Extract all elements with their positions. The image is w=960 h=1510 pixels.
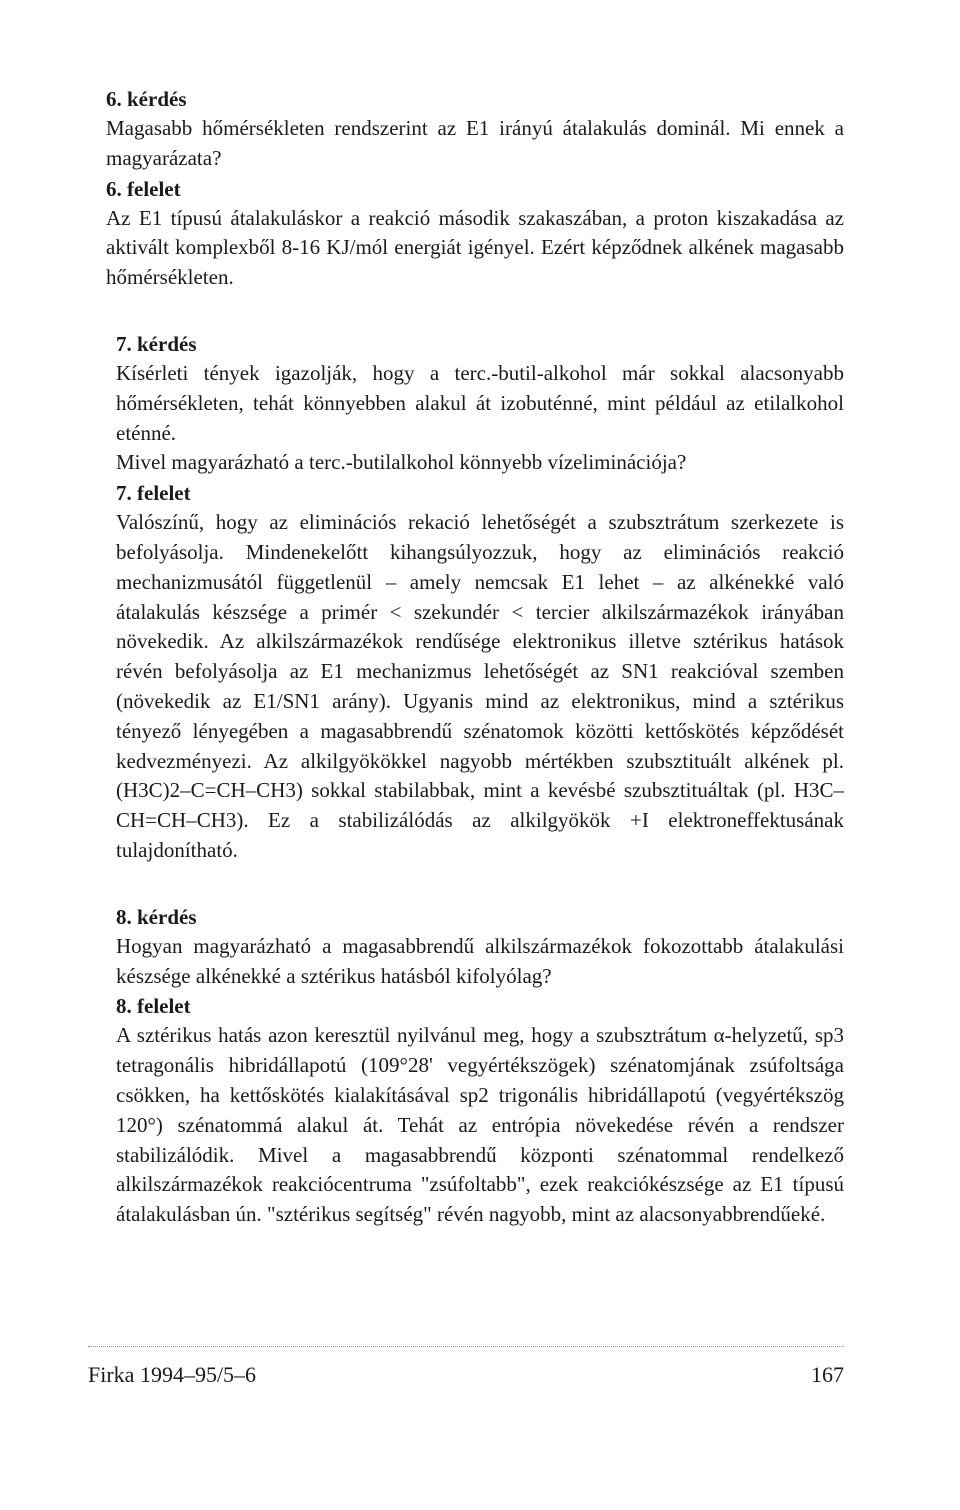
question-heading: 8. kérdés xyxy=(116,904,197,929)
footer-divider xyxy=(88,1346,844,1347)
section-8 xyxy=(88,902,844,1230)
text-column xyxy=(88,84,844,1266)
question-text: Magasabb hőmérsékleten rendszerint az E1 irányú átalakulás dominál. Mi ennek a magyarázata? xyxy=(106,116,844,170)
answer-text: Valószínű, hogy az eliminációs rekació lehetőségét a szubsztrátum szerkezete is befolyásolja. Mindenekelőtt kihangsúlyozzuk, hogy az eliminációs reakció mechanizmusától függetlenül – amely nemcsak E1 lehet – az alkénekké való átalakulás készsége a primér < szekundér < tercier alkilszármazékok irányában növekedik. Az alkilszármazékok rendűsége elektronikus illetve sztérikus hatások révén befolyásolja az E1 mechanizmus lehetőségét az SN1 reakcióval szemben (növekedik az E1/SN1 arány). Ugyanis mind az elektronikus, mind a sztérikus tényező lényegében a magasabbrendű szénatomok közötti kettőskötés képződését kedvezményezi. Az alkilgyökökkel nagyobb mértékben szubsztituált alkének pl. (H3C)2–C=CH–CH3) sokkal stabilabbak, mint a kevésbé szubsztituáltak (pl. H3C–CH=CH–CH3). Ez a stabilizálódás az alkilgyökök +I elektroneffektusának tulajdonítható. xyxy=(116,510,844,862)
section-6 xyxy=(88,84,844,293)
answer-heading: 7. felelet xyxy=(116,481,191,506)
question-text: Kísérleti tények igazolják, hogy a terc.-butil-alkohol már sokkal alacsonyabb hőmérsékleten, tehát könnyebben alakul át izobuténné, mint például az etilalkohol eténné. xyxy=(116,360,844,445)
section-7 xyxy=(88,329,844,866)
answer-text: Az E1 típusú átalakuláskor a reakció második szakaszában, a proton kiszakadása az aktivált komplexből 8-16 KJ/mól energiát igényel. Ezért képződnek alkének magasabb hőmérsékleten. xyxy=(106,205,844,290)
page-number: 167 xyxy=(811,1362,844,1387)
question-heading: 7. kérdés xyxy=(116,331,197,356)
page-footer xyxy=(88,1362,844,1388)
question-heading: 6. kérdés xyxy=(106,87,187,111)
answer-text: A sztérikus hatás azon keresztül nyilvánul meg, hogy a szubsztrátum α-helyzetű, sp3 tetragonális hibridállapotú (109°28' vegyértékszögek) szénatomjának zsúfoltsága csökken, ha kettőskötés kialakításával sp2 trigonális hibridállapotú (vegyértékszög 120°) szénatommá alakul át. Tehát az entrópia növekedése révén a rendszer stabilizálódik. Mivel a magasabbrendű központi szénatommal rendelkező alkilszármazékok reakciócentruma "zsúfoltabb", ezek reakciókészsége az E1 típusú átalakulásban ún. "sztérikus segítség" révén nagyobb, mint az alacsonyabbrendűeké. xyxy=(116,1023,844,1227)
question-text: Hogyan magyarázható a magasabbrendű alkilszármazékok fokozottabb átalakulási készsége alkénekké a sztérikus hatásból kifolyólag? xyxy=(116,933,844,988)
answer-heading: 6. felelet xyxy=(106,176,181,201)
journal-issue: Firka 1994–95/5–6 xyxy=(88,1362,257,1387)
question-text: Mivel magyarázható a terc.-butilalkohol könnyebb vízeliminációja? xyxy=(116,450,687,475)
answer-heading: 8. felelet xyxy=(116,994,191,1019)
